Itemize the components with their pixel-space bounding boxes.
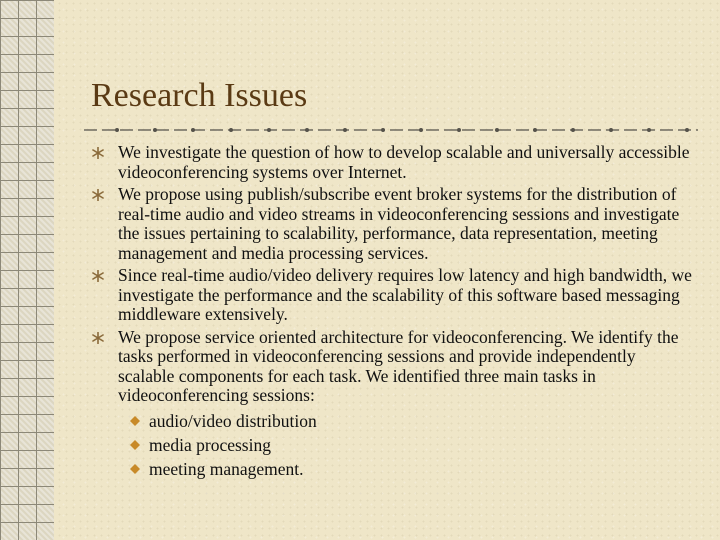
sub-bullet-item (122, 457, 696, 481)
ornamental-asterisk-icon (92, 270, 104, 282)
ornamental-asterisk-icon (92, 332, 104, 344)
bullet-item (92, 143, 696, 182)
decorative-left-stripe (0, 0, 54, 540)
sub-bullet-item (122, 409, 696, 433)
diamond-icon (130, 416, 140, 426)
bullet-item (92, 185, 696, 263)
title-divider (84, 122, 698, 138)
bullet-text: We propose service oriented architecture for videoconferencing. We identify the tasks performed in videoconferencing sessions and provide independently scalable components for each task. We identified three main tasks in videoconferencing sessions: (118, 326, 679, 405)
ornamental-asterisk-icon (92, 189, 104, 201)
sub-bullet-text: meeting management. (149, 458, 304, 479)
bullet-list (92, 143, 696, 484)
diamond-icon (130, 440, 140, 450)
diamond-icon (130, 464, 140, 474)
sub-bullet-list (118, 409, 696, 481)
bullet-item (92, 328, 696, 481)
sub-bullet-text: media processing (149, 434, 271, 455)
slide-title: Research Issues (91, 77, 308, 114)
bullet-text: Since real-time audio/video delivery requires low latency and high bandwidth, we investigate the performance and the scalability of this software based messaging middleware extensively. (118, 265, 692, 324)
ornamental-asterisk-icon (92, 147, 104, 159)
sub-bullet-text: audio/video distribution (149, 410, 317, 431)
bullet-text: We investigate the question of how to develop scalable and universally accessible videoconferencing systems over Internet. (118, 142, 690, 182)
sub-bullet-item (122, 433, 696, 457)
bullet-text: We propose using publish/subscribe event broker systems for the distribution of real-time audio and video streams in videoconferencing sessions and investigate the issues pertaining to scalability, performance, data representation, meeting management and media processing services. (118, 184, 680, 263)
bullet-item (92, 266, 696, 325)
